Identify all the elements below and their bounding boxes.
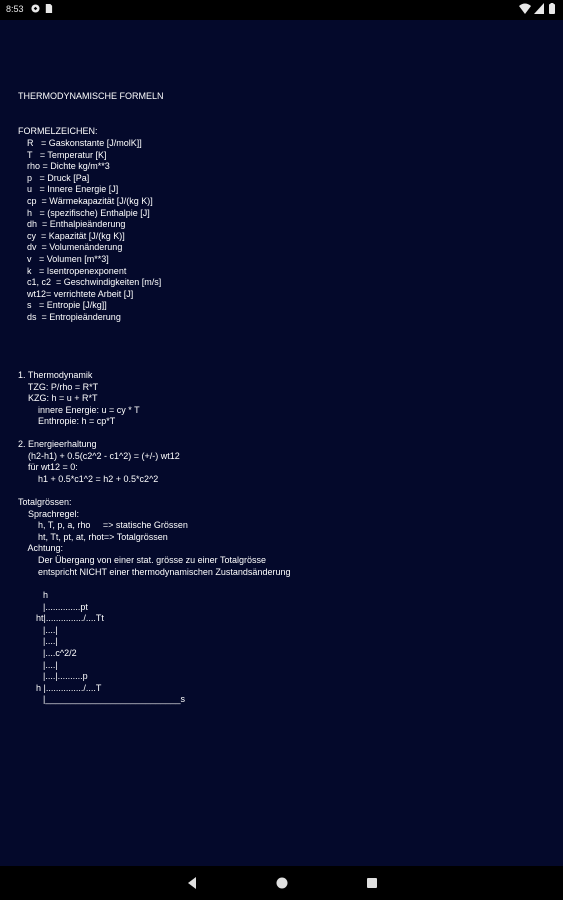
formula-line: 2. Energieerhaltung xyxy=(18,439,97,449)
symbol-definition-line: cy = Kapazität [J/(kg K)] xyxy=(27,230,125,241)
navigation-bar xyxy=(0,866,563,900)
symbol-definition-line: dv = Volumenänderung xyxy=(27,242,123,253)
home-button-icon[interactable] xyxy=(275,876,289,890)
battery-icon xyxy=(549,3,555,14)
diagram-line: |___________________________s xyxy=(43,694,185,705)
document-view[interactable] xyxy=(0,20,563,866)
symbol-definition-line: c1, c2 = Geschwindigkeiten [m/s] xyxy=(27,277,162,288)
formula-line: entspricht NICHT einer thermodynamischen Zustandsänderung xyxy=(18,566,291,577)
symbol-definition-line: p = Druck [Pa] xyxy=(27,172,90,183)
app-notification-icon xyxy=(31,4,40,13)
diagram-line: |....|..........p xyxy=(43,671,88,682)
symbol-definition-line: dh = Enthalpieänderung xyxy=(27,219,126,230)
document-title: THERMODYNAMISCHE FORMELN xyxy=(18,91,164,101)
sim-card-icon xyxy=(44,4,53,13)
diagram-line: ht|.............../....Tt xyxy=(36,613,104,624)
formula-line: TZG: P/rho = R*T xyxy=(18,381,99,392)
wifi-icon xyxy=(519,3,531,15)
formula-line: h1 + 0.5*c1^2 = h2 + 0.5*c2^2 xyxy=(18,473,159,484)
formula-line: Der Übergang von einer stat. grösse zu einer Totalgrösse xyxy=(18,555,266,565)
cellular-signal-icon xyxy=(534,3,544,14)
back-button-icon[interactable] xyxy=(185,876,199,890)
diagram-line: h xyxy=(43,590,49,600)
symbol-definition-line: wt12= verrichtete Arbeit [J] xyxy=(27,288,134,299)
formula-line: innere Energie: u = cy * T xyxy=(18,404,140,415)
symbol-definition-line: v = Volumen [m**3] xyxy=(27,254,109,264)
diagram-line: h |.............../....T xyxy=(36,682,102,693)
formula-line: Enthropie: h = cp*T xyxy=(18,416,116,427)
formula-line: Achtung: xyxy=(18,543,64,554)
formula-line: 1. Thermodynamik xyxy=(18,370,93,380)
symbol-definition-line: cp = Wärmekapazität [J/(kg K)] xyxy=(27,196,153,206)
diagram-line: |....c^2/2 xyxy=(43,648,77,658)
symbol-definition-line: T = Temperatur [K] xyxy=(27,149,107,160)
diagram-line: |....| xyxy=(43,624,58,635)
symbol-definition-line: R = Gaskonstante [J/molK]] xyxy=(27,138,142,148)
formula-line: h, T, p, a, rho => statische Grössen xyxy=(18,520,188,531)
formula-line: Totalgrössen: xyxy=(18,497,72,507)
symbol-definition-line: h = (spezifische) Enthalpie [J] xyxy=(27,207,150,218)
symbol-definition-line: u = Innere Energie [J] xyxy=(27,184,119,195)
formula-line: Sprachregel: xyxy=(18,508,80,519)
status-time: 8:53 xyxy=(6,4,24,14)
formula-line: für wt12 = 0: xyxy=(18,462,78,473)
formula-line: (h2-h1) + 0.5(c2^2 - c1^2) = (+/-) wt12 xyxy=(18,450,180,461)
diagram-line: |....| xyxy=(43,636,58,647)
formula-line: ht, Tt, pt, at, rhot=> Totalgrössen xyxy=(18,531,168,542)
symbol-definition-line: ds = Entropieänderung xyxy=(27,312,121,322)
symbol-definition-line: k = Isentropenexponent xyxy=(27,265,127,276)
section-heading-formelzeichen: FORMELZEICHEN: xyxy=(18,126,98,136)
status-bar xyxy=(0,0,563,20)
recents-button-icon[interactable] xyxy=(365,876,379,890)
diagram-line: |....| xyxy=(43,659,58,670)
symbol-definition-line: s = Entropie [J/kg]] xyxy=(27,300,107,311)
diagram-line: |..............pt xyxy=(43,601,88,612)
symbol-definition-line: rho = Dichte kg/m**3 xyxy=(27,161,110,172)
formula-line: KZG: h = u + R*T xyxy=(18,393,98,404)
